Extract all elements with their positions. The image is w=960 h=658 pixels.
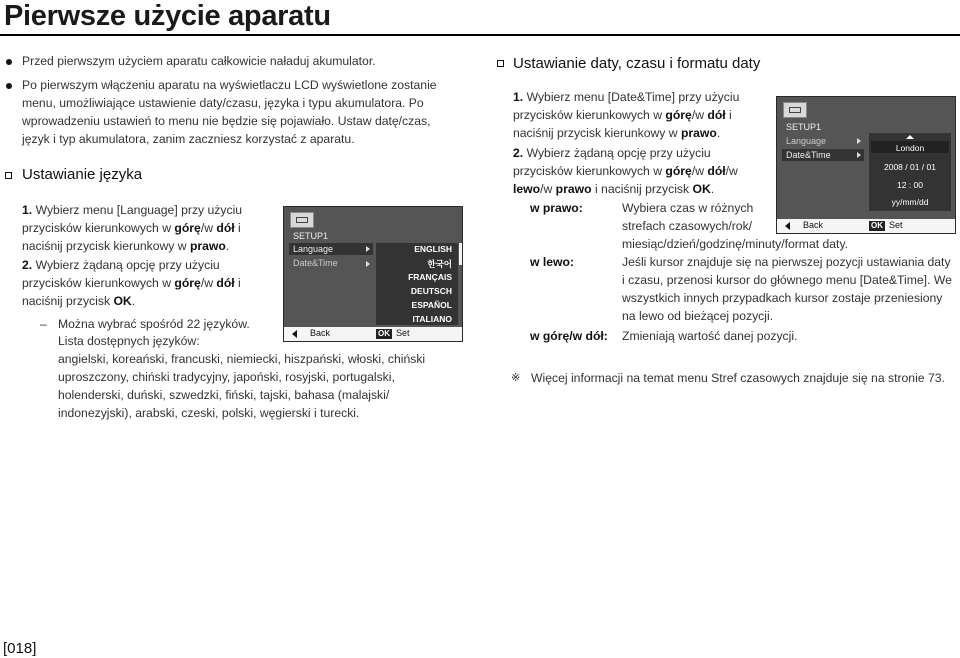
step-text: przycisków kierunkowych w (22, 221, 175, 235)
lcd-back-label: Back (803, 220, 824, 230)
language-step-1 (22, 201, 282, 255)
lcd-option: DEUTSCH (410, 286, 452, 296)
key-word: dół (216, 276, 235, 290)
step-text: Wybierz żądaną opcję przy użyciu (35, 258, 220, 272)
lcd-option: FRANÇAIS (408, 272, 452, 282)
step-text: Wybierz menu [Date&Time] przy użyciu (526, 90, 740, 104)
def-line: wszystkich innych przypadkach kursor zostaje przeniesiony (622, 291, 943, 305)
intro-bullet-1: Przed pierwszym użyciem aparatu całkowicie naładuj akumulator. (22, 54, 376, 68)
key-word: prawo (680, 126, 717, 140)
title-rule (0, 34, 960, 36)
setup-menu-icon (783, 102, 807, 118)
step-number: 1. (22, 203, 33, 217)
step-text: . (225, 239, 230, 253)
page-title: Pierwsze użycie aparatu (4, 0, 331, 32)
lcd-date: 2008 / 01 / 01 (884, 162, 936, 172)
key-word: górę (174, 221, 201, 235)
intro-line: menu, umożliwiające ustawienie daty/czasu, języka i typu akumulatora. Po (22, 96, 424, 110)
step-text: naciśnij przycisk kierunkowy w (22, 239, 190, 253)
bullet-icon (6, 83, 12, 89)
lcd-format: yy/mm/dd (891, 197, 929, 207)
step-number: 2. (513, 146, 524, 160)
key-word: prawo (555, 182, 592, 196)
step-text: /w (691, 164, 708, 178)
lcd-datetime-screen (776, 96, 956, 234)
def-line: strefach czasowych/rok/ (622, 219, 753, 233)
key-word: OK (113, 294, 132, 308)
key-word: dół (707, 108, 726, 122)
date-step-2 (513, 144, 778, 198)
lcd-option: ESPAÑOL (411, 300, 452, 310)
arrow-right-icon (857, 152, 861, 158)
step-text: naciśnij przycisk (22, 294, 114, 308)
step-text: . (131, 294, 136, 308)
arrow-right-icon (366, 246, 370, 252)
language-list-line: Lista dostępnych języków: (58, 334, 200, 348)
def-line: Zmieniają wartość danej pozycji. (622, 329, 798, 343)
lcd-set-label: Set (396, 328, 410, 338)
date-step-1 (513, 88, 778, 142)
key-word: górę (665, 108, 692, 122)
step-text: . (716, 126, 721, 140)
def-body (622, 253, 958, 325)
language-step-2 (22, 256, 282, 310)
step-text: . (710, 182, 715, 196)
intro-line: wprowadzeniu ustawień to menu nie będzie się pojawiało. Ustaw datę/czas, (22, 114, 431, 128)
lcd-row-language-label: Language (786, 136, 827, 146)
def-line: Jeśli kursor znajduje się na pierwszej pozycji ustawiania daty (622, 255, 951, 269)
step-text: Wybierz żądaną opcję przy użyciu (526, 146, 711, 160)
intro-line: język i typ akumulatora, zanim zaczniesz korzystać z aparatu. (22, 132, 355, 146)
def-term (530, 253, 574, 271)
step-text: i naciśnij przycisk (591, 182, 693, 196)
key-word: dół (707, 164, 726, 178)
date-heading: Ustawianie daty, czasu i formatu daty (513, 55, 761, 72)
language-list-line: uproszczony, chiński tradycyjny, japoński, rosyjski, portugalski, (58, 370, 395, 384)
def-body (622, 327, 957, 345)
step-text: /w (540, 182, 556, 196)
step-text: naciśnij przycisk kierunkowy w (513, 126, 681, 140)
arrow-up-icon (906, 135, 914, 139)
def-line: miesiąc/dzień/godzinę/minuty/format daty. (622, 237, 849, 251)
lcd-ok-badge: OK (378, 329, 390, 338)
def-term (530, 199, 583, 217)
arrow-right-icon (366, 261, 370, 267)
lcd-row-datetime-label: Date&Time (786, 150, 831, 160)
step-text: i (725, 108, 732, 122)
step-number: 2. (22, 258, 33, 272)
lcd-option: ITALIANO (412, 314, 452, 324)
step-text: przycisków kierunkowych w (513, 108, 666, 122)
lcd-ok-badge: OK (871, 221, 883, 230)
intro-line: Po pierwszym włączeniu aparatu na wyświetlaczu LCD wyświetlone zostanie (22, 78, 437, 92)
language-list-line: holenderski, duński, szwedzki, fiński, tajski, bahasa (malajski/ (58, 388, 390, 402)
def-term-text: w lewo: (530, 255, 575, 269)
lcd-time: 12 : 00 (897, 180, 923, 190)
lcd-setup-label: SETUP1 (293, 231, 329, 241)
lcd-back-label: Back (310, 328, 331, 338)
def-term (530, 327, 608, 345)
key-word: prawo (189, 239, 226, 253)
lcd-scrollbar (459, 243, 462, 265)
lcd-setup-label: SETUP1 (786, 122, 822, 132)
section-square-icon (497, 60, 504, 67)
language-note: Można wybrać spośród 22 języków. (58, 317, 250, 331)
step-text: /w (725, 164, 738, 178)
lcd-row-datetime-label: Date&Time (293, 258, 338, 268)
key-word: górę (174, 276, 201, 290)
lcd-options-panel (376, 243, 458, 325)
note-dash: – (40, 317, 47, 331)
step-text: /w (200, 276, 217, 290)
back-arrow-icon (292, 330, 297, 338)
def-line: Wybiera czas w różnych (622, 201, 754, 215)
key-word: górę (665, 164, 692, 178)
language-list-line: angielski, koreański, francuski, niemiecki, hiszpański, włoski, chiński (58, 352, 426, 366)
step-text: przycisków kierunkowych w (513, 164, 666, 178)
back-arrow-icon (785, 222, 790, 230)
step-text: Wybierz menu [Language] przy użyciu (35, 203, 243, 217)
section-square-icon (5, 172, 12, 179)
lcd-option: 한국어 (427, 259, 452, 269)
step-text: i (234, 221, 241, 235)
def-term-text: w górę/w dół: (530, 329, 608, 343)
lcd-option: ENGLISH (414, 244, 452, 254)
language-list-body (58, 350, 478, 422)
intro-bullet-2 (22, 76, 462, 148)
lcd-set-label: Set (889, 220, 903, 230)
key-word: OK (692, 182, 711, 196)
key-word: lewo (513, 182, 541, 196)
bullet-icon (6, 59, 12, 65)
step-number: 1. (513, 90, 524, 104)
key-word: dół (216, 221, 235, 235)
step-text: /w (691, 108, 708, 122)
arrow-right-icon (857, 138, 861, 144)
date-note: Więcej informacji na temat menu Stref czasowych znajduje się na stronie 73. (531, 371, 945, 385)
note-mark: ※ (511, 372, 521, 384)
language-heading: Ustawianie języka (22, 166, 143, 183)
language-list-line: indonezyjski), arabski, czeski, polski, węgierski i turecki. (58, 406, 360, 420)
step-text: przycisków kierunkowych w (22, 276, 175, 290)
page-number: [018] (3, 640, 37, 657)
def-term-text: w prawo: (530, 201, 583, 215)
def-line: i czasu, przenosi kursor do głównego menu [Date&Time]. We (622, 273, 952, 287)
step-text: /w (200, 221, 217, 235)
step-text: i (234, 276, 241, 290)
lcd-row-language-label: Language (293, 244, 334, 254)
lcd-language-screen (283, 206, 463, 342)
lcd-city: London (895, 143, 925, 153)
def-line: na lewo od bieżącej pozycji. (622, 309, 774, 323)
setup-menu-icon (290, 212, 314, 228)
